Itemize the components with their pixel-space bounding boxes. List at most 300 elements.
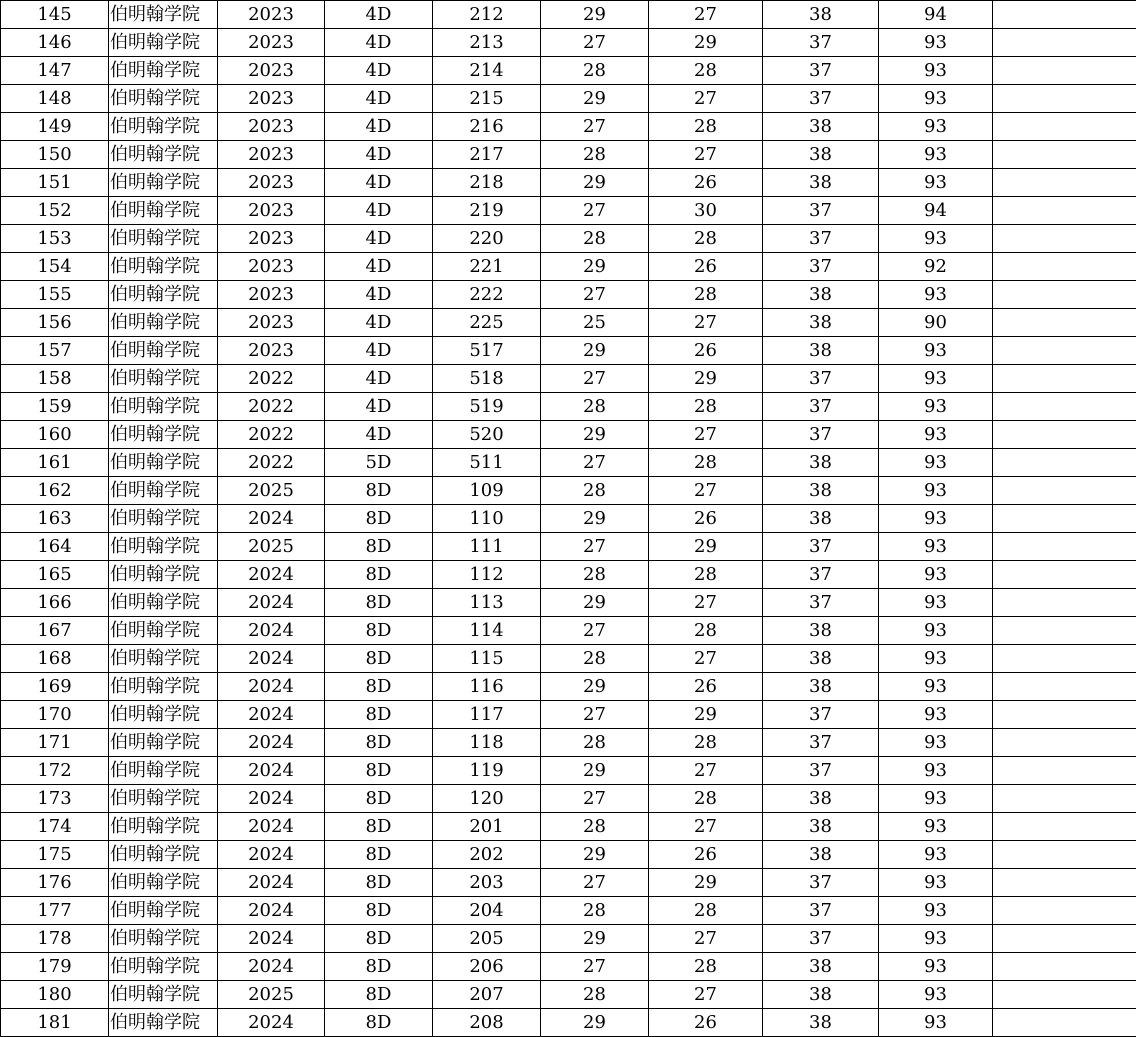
school-cell[interactable]: 伯明翰学院 [109, 981, 218, 1009]
empty-cell[interactable] [993, 897, 1136, 925]
school-cell[interactable]: 伯明翰学院 [109, 561, 218, 589]
grade-cell[interactable]: 8D [325, 477, 433, 505]
score-c-cell[interactable]: 38 [763, 449, 879, 477]
room-cell[interactable]: 519 [433, 393, 541, 421]
room-cell[interactable]: 215 [433, 85, 541, 113]
room-cell[interactable]: 225 [433, 309, 541, 337]
empty-cell[interactable] [993, 841, 1136, 869]
score-a-cell[interactable]: 28 [541, 141, 649, 169]
score-b-cell[interactable]: 28 [649, 57, 763, 85]
school-cell[interactable]: 伯明翰学院 [109, 589, 218, 617]
score-c-cell[interactable]: 37 [763, 421, 879, 449]
grade-cell[interactable]: 8D [325, 841, 433, 869]
total-cell[interactable]: 93 [879, 393, 993, 421]
room-cell[interactable]: 213 [433, 29, 541, 57]
total-cell[interactable]: 93 [879, 841, 993, 869]
row-number-cell[interactable]: 176 [1, 869, 109, 897]
year-cell[interactable]: 2022 [218, 393, 325, 421]
room-cell[interactable]: 205 [433, 925, 541, 953]
score-b-cell[interactable]: 29 [649, 533, 763, 561]
grade-cell[interactable]: 4D [325, 57, 433, 85]
score-b-cell[interactable]: 29 [649, 365, 763, 393]
row-number-cell[interactable]: 163 [1, 505, 109, 533]
score-c-cell[interactable]: 38 [763, 113, 879, 141]
row-number-cell[interactable]: 157 [1, 337, 109, 365]
room-cell[interactable]: 118 [433, 729, 541, 757]
empty-cell[interactable] [993, 225, 1136, 253]
score-c-cell[interactable]: 38 [763, 981, 879, 1009]
score-b-cell[interactable]: 26 [649, 505, 763, 533]
score-a-cell[interactable]: 28 [541, 57, 649, 85]
empty-cell[interactable] [993, 365, 1136, 393]
score-a-cell[interactable]: 29 [541, 421, 649, 449]
room-cell[interactable]: 120 [433, 785, 541, 813]
year-cell[interactable]: 2023 [218, 253, 325, 281]
score-a-cell[interactable]: 29 [541, 169, 649, 197]
school-cell[interactable]: 伯明翰学院 [109, 841, 218, 869]
room-cell[interactable]: 202 [433, 841, 541, 869]
year-cell[interactable]: 2023 [218, 29, 325, 57]
grade-cell[interactable]: 8D [325, 561, 433, 589]
empty-cell[interactable] [993, 869, 1136, 897]
score-b-cell[interactable]: 28 [649, 953, 763, 981]
total-cell[interactable]: 93 [879, 1009, 993, 1037]
empty-cell[interactable] [993, 561, 1136, 589]
year-cell[interactable]: 2024 [218, 589, 325, 617]
year-cell[interactable]: 2023 [218, 225, 325, 253]
school-cell[interactable]: 伯明翰学院 [109, 253, 218, 281]
school-cell[interactable]: 伯明翰学院 [109, 29, 218, 57]
score-a-cell[interactable]: 28 [541, 561, 649, 589]
grade-cell[interactable]: 4D [325, 393, 433, 421]
year-cell[interactable]: 2024 [218, 813, 325, 841]
school-cell[interactable]: 伯明翰学院 [109, 281, 218, 309]
grade-cell[interactable]: 8D [325, 701, 433, 729]
empty-cell[interactable] [993, 169, 1136, 197]
row-number-cell[interactable]: 148 [1, 85, 109, 113]
year-cell[interactable]: 2023 [218, 337, 325, 365]
score-a-cell[interactable]: 27 [541, 617, 649, 645]
empty-cell[interactable] [993, 617, 1136, 645]
school-cell[interactable]: 伯明翰学院 [109, 1, 218, 29]
school-cell[interactable]: 伯明翰学院 [109, 141, 218, 169]
score-b-cell[interactable]: 28 [649, 617, 763, 645]
score-c-cell[interactable]: 38 [763, 141, 879, 169]
school-cell[interactable]: 伯明翰学院 [109, 477, 218, 505]
grade-cell[interactable]: 4D [325, 309, 433, 337]
total-cell[interactable]: 93 [879, 365, 993, 393]
school-cell[interactable]: 伯明翰学院 [109, 85, 218, 113]
empty-cell[interactable] [993, 757, 1136, 785]
room-cell[interactable]: 214 [433, 57, 541, 85]
score-b-cell[interactable]: 26 [649, 673, 763, 701]
score-b-cell[interactable]: 29 [649, 869, 763, 897]
school-cell[interactable]: 伯明翰学院 [109, 57, 218, 85]
school-cell[interactable]: 伯明翰学院 [109, 953, 218, 981]
room-cell[interactable]: 218 [433, 169, 541, 197]
school-cell[interactable]: 伯明翰学院 [109, 393, 218, 421]
score-a-cell[interactable]: 27 [541, 113, 649, 141]
year-cell[interactable]: 2024 [218, 897, 325, 925]
school-cell[interactable]: 伯明翰学院 [109, 645, 218, 673]
empty-cell[interactable] [993, 281, 1136, 309]
year-cell[interactable]: 2023 [218, 1, 325, 29]
score-a-cell[interactable]: 28 [541, 729, 649, 757]
total-cell[interactable]: 93 [879, 729, 993, 757]
score-a-cell[interactable]: 28 [541, 645, 649, 673]
row-number-cell[interactable]: 171 [1, 729, 109, 757]
total-cell[interactable]: 93 [879, 225, 993, 253]
score-c-cell[interactable]: 38 [763, 953, 879, 981]
score-b-cell[interactable]: 27 [649, 981, 763, 1009]
row-number-cell[interactable]: 159 [1, 393, 109, 421]
row-number-cell[interactable]: 165 [1, 561, 109, 589]
school-cell[interactable]: 伯明翰学院 [109, 225, 218, 253]
score-b-cell[interactable]: 27 [649, 477, 763, 505]
grade-cell[interactable]: 4D [325, 85, 433, 113]
row-number-cell[interactable]: 178 [1, 925, 109, 953]
empty-cell[interactable] [993, 729, 1136, 757]
score-c-cell[interactable]: 37 [763, 365, 879, 393]
score-a-cell[interactable]: 29 [541, 589, 649, 617]
empty-cell[interactable] [993, 197, 1136, 225]
row-number-cell[interactable]: 166 [1, 589, 109, 617]
score-b-cell[interactable]: 27 [649, 813, 763, 841]
row-number-cell[interactable]: 168 [1, 645, 109, 673]
row-number-cell[interactable]: 160 [1, 421, 109, 449]
score-a-cell[interactable]: 28 [541, 225, 649, 253]
score-a-cell[interactable]: 29 [541, 253, 649, 281]
score-b-cell[interactable]: 28 [649, 449, 763, 477]
total-cell[interactable]: 93 [879, 645, 993, 673]
grade-cell[interactable]: 8D [325, 813, 433, 841]
school-cell[interactable]: 伯明翰学院 [109, 421, 218, 449]
room-cell[interactable]: 221 [433, 253, 541, 281]
empty-cell[interactable] [993, 813, 1136, 841]
score-b-cell[interactable]: 29 [649, 701, 763, 729]
score-c-cell[interactable]: 37 [763, 393, 879, 421]
grade-cell[interactable]: 4D [325, 421, 433, 449]
total-cell[interactable]: 93 [879, 869, 993, 897]
room-cell[interactable]: 115 [433, 645, 541, 673]
grade-cell[interactable]: 8D [325, 645, 433, 673]
empty-cell[interactable] [993, 57, 1136, 85]
year-cell[interactable]: 2024 [218, 757, 325, 785]
year-cell[interactable]: 2025 [218, 533, 325, 561]
year-cell[interactable]: 2023 [218, 85, 325, 113]
total-cell[interactable]: 93 [879, 113, 993, 141]
score-a-cell[interactable]: 27 [541, 449, 649, 477]
total-cell[interactable]: 93 [879, 701, 993, 729]
score-c-cell[interactable]: 37 [763, 225, 879, 253]
total-cell[interactable]: 93 [879, 141, 993, 169]
school-cell[interactable]: 伯明翰学院 [109, 701, 218, 729]
score-a-cell[interactable]: 29 [541, 1, 649, 29]
room-cell[interactable]: 219 [433, 197, 541, 225]
school-cell[interactable]: 伯明翰学院 [109, 1009, 218, 1037]
empty-cell[interactable] [993, 449, 1136, 477]
room-cell[interactable]: 203 [433, 869, 541, 897]
total-cell[interactable]: 93 [879, 617, 993, 645]
score-a-cell[interactable]: 27 [541, 785, 649, 813]
score-a-cell[interactable]: 27 [541, 869, 649, 897]
row-number-cell[interactable]: 150 [1, 141, 109, 169]
year-cell[interactable]: 2024 [218, 841, 325, 869]
room-cell[interactable]: 119 [433, 757, 541, 785]
grade-cell[interactable]: 4D [325, 169, 433, 197]
room-cell[interactable]: 517 [433, 337, 541, 365]
total-cell[interactable]: 93 [879, 281, 993, 309]
year-cell[interactable]: 2024 [218, 505, 325, 533]
empty-cell[interactable] [993, 113, 1136, 141]
score-a-cell[interactable]: 29 [541, 337, 649, 365]
score-a-cell[interactable]: 28 [541, 477, 649, 505]
score-c-cell[interactable]: 37 [763, 729, 879, 757]
school-cell[interactable]: 伯明翰学院 [109, 533, 218, 561]
room-cell[interactable]: 117 [433, 701, 541, 729]
school-cell[interactable]: 伯明翰学院 [109, 337, 218, 365]
empty-cell[interactable] [993, 29, 1136, 57]
year-cell[interactable]: 2023 [218, 197, 325, 225]
year-cell[interactable]: 2024 [218, 561, 325, 589]
row-number-cell[interactable]: 158 [1, 365, 109, 393]
empty-cell[interactable] [993, 1, 1136, 29]
school-cell[interactable]: 伯明翰学院 [109, 673, 218, 701]
total-cell[interactable]: 93 [879, 981, 993, 1009]
room-cell[interactable]: 518 [433, 365, 541, 393]
grade-cell[interactable]: 8D [325, 897, 433, 925]
empty-cell[interactable] [993, 981, 1136, 1009]
grade-cell[interactable]: 8D [325, 617, 433, 645]
empty-cell[interactable] [993, 533, 1136, 561]
grade-cell[interactable]: 4D [325, 113, 433, 141]
year-cell[interactable]: 2025 [218, 477, 325, 505]
empty-cell[interactable] [993, 1009, 1136, 1037]
total-cell[interactable]: 90 [879, 309, 993, 337]
school-cell[interactable]: 伯明翰学院 [109, 617, 218, 645]
row-number-cell[interactable]: 177 [1, 897, 109, 925]
year-cell[interactable]: 2023 [218, 57, 325, 85]
empty-cell[interactable] [993, 253, 1136, 281]
score-a-cell[interactable]: 27 [541, 281, 649, 309]
school-cell[interactable]: 伯明翰学院 [109, 757, 218, 785]
row-number-cell[interactable]: 151 [1, 169, 109, 197]
empty-cell[interactable] [993, 785, 1136, 813]
year-cell[interactable]: 2024 [218, 925, 325, 953]
total-cell[interactable]: 93 [879, 477, 993, 505]
grade-cell[interactable]: 4D [325, 197, 433, 225]
score-a-cell[interactable]: 28 [541, 813, 649, 841]
room-cell[interactable]: 201 [433, 813, 541, 841]
school-cell[interactable]: 伯明翰学院 [109, 925, 218, 953]
score-b-cell[interactable]: 26 [649, 337, 763, 365]
row-number-cell[interactable]: 170 [1, 701, 109, 729]
year-cell[interactable]: 2024 [218, 617, 325, 645]
score-a-cell[interactable]: 27 [541, 533, 649, 561]
score-b-cell[interactable]: 27 [649, 309, 763, 337]
score-b-cell[interactable]: 28 [649, 785, 763, 813]
grade-cell[interactable]: 8D [325, 925, 433, 953]
score-b-cell[interactable]: 26 [649, 1009, 763, 1037]
score-a-cell[interactable]: 25 [541, 309, 649, 337]
grade-cell[interactable]: 8D [325, 1009, 433, 1037]
school-cell[interactable]: 伯明翰学院 [109, 365, 218, 393]
score-a-cell[interactable]: 29 [541, 505, 649, 533]
school-cell[interactable]: 伯明翰学院 [109, 785, 218, 813]
score-c-cell[interactable]: 38 [763, 617, 879, 645]
score-c-cell[interactable]: 37 [763, 57, 879, 85]
row-number-cell[interactable]: 145 [1, 1, 109, 29]
total-cell[interactable]: 94 [879, 1, 993, 29]
score-b-cell[interactable]: 28 [649, 281, 763, 309]
total-cell[interactable]: 94 [879, 197, 993, 225]
score-c-cell[interactable]: 38 [763, 645, 879, 673]
score-c-cell[interactable]: 38 [763, 1009, 879, 1037]
total-cell[interactable]: 93 [879, 85, 993, 113]
score-c-cell[interactable]: 38 [763, 841, 879, 869]
room-cell[interactable]: 220 [433, 225, 541, 253]
year-cell[interactable]: 2024 [218, 1009, 325, 1037]
year-cell[interactable]: 2024 [218, 785, 325, 813]
empty-cell[interactable] [993, 505, 1136, 533]
score-b-cell[interactable]: 28 [649, 113, 763, 141]
score-c-cell[interactable]: 37 [763, 757, 879, 785]
school-cell[interactable]: 伯明翰学院 [109, 897, 218, 925]
school-cell[interactable]: 伯明翰学院 [109, 169, 218, 197]
year-cell[interactable]: 2024 [218, 869, 325, 897]
empty-cell[interactable] [993, 673, 1136, 701]
room-cell[interactable]: 222 [433, 281, 541, 309]
score-b-cell[interactable]: 28 [649, 561, 763, 589]
grade-cell[interactable]: 5D [325, 449, 433, 477]
empty-cell[interactable] [993, 645, 1136, 673]
grade-cell[interactable]: 8D [325, 981, 433, 1009]
room-cell[interactable]: 216 [433, 113, 541, 141]
score-b-cell[interactable]: 28 [649, 729, 763, 757]
grade-cell[interactable]: 4D [325, 253, 433, 281]
school-cell[interactable]: 伯明翰学院 [109, 505, 218, 533]
row-number-cell[interactable]: 169 [1, 673, 109, 701]
score-b-cell[interactable]: 27 [649, 85, 763, 113]
score-c-cell[interactable]: 38 [763, 785, 879, 813]
score-a-cell[interactable]: 27 [541, 701, 649, 729]
row-number-cell[interactable]: 154 [1, 253, 109, 281]
score-b-cell[interactable]: 30 [649, 197, 763, 225]
grade-cell[interactable]: 4D [325, 141, 433, 169]
score-a-cell[interactable]: 28 [541, 393, 649, 421]
row-number-cell[interactable]: 161 [1, 449, 109, 477]
grade-cell[interactable]: 8D [325, 757, 433, 785]
total-cell[interactable]: 93 [879, 449, 993, 477]
total-cell[interactable]: 93 [879, 337, 993, 365]
year-cell[interactable]: 2023 [218, 113, 325, 141]
score-b-cell[interactable]: 27 [649, 757, 763, 785]
school-cell[interactable]: 伯明翰学院 [109, 813, 218, 841]
grade-cell[interactable]: 4D [325, 1, 433, 29]
score-b-cell[interactable]: 26 [649, 841, 763, 869]
total-cell[interactable]: 93 [879, 897, 993, 925]
score-a-cell[interactable]: 29 [541, 925, 649, 953]
score-a-cell[interactable]: 28 [541, 897, 649, 925]
row-number-cell[interactable]: 167 [1, 617, 109, 645]
school-cell[interactable]: 伯明翰学院 [109, 869, 218, 897]
grade-cell[interactable]: 8D [325, 533, 433, 561]
score-b-cell[interactable]: 26 [649, 253, 763, 281]
row-number-cell[interactable]: 149 [1, 113, 109, 141]
room-cell[interactable]: 212 [433, 1, 541, 29]
empty-cell[interactable] [993, 477, 1136, 505]
empty-cell[interactable] [993, 421, 1136, 449]
score-b-cell[interactable]: 27 [649, 645, 763, 673]
room-cell[interactable]: 112 [433, 561, 541, 589]
score-c-cell[interactable]: 37 [763, 925, 879, 953]
room-cell[interactable]: 111 [433, 533, 541, 561]
total-cell[interactable]: 93 [879, 169, 993, 197]
room-cell[interactable]: 204 [433, 897, 541, 925]
row-number-cell[interactable]: 155 [1, 281, 109, 309]
grade-cell[interactable]: 8D [325, 869, 433, 897]
score-c-cell[interactable]: 38 [763, 169, 879, 197]
score-a-cell[interactable]: 29 [541, 757, 649, 785]
score-a-cell[interactable]: 29 [541, 673, 649, 701]
room-cell[interactable]: 113 [433, 589, 541, 617]
row-number-cell[interactable]: 179 [1, 953, 109, 981]
score-b-cell[interactable]: 27 [649, 141, 763, 169]
row-number-cell[interactable]: 180 [1, 981, 109, 1009]
row-number-cell[interactable]: 172 [1, 757, 109, 785]
room-cell[interactable]: 110 [433, 505, 541, 533]
year-cell[interactable]: 2022 [218, 449, 325, 477]
score-a-cell[interactable]: 27 [541, 197, 649, 225]
room-cell[interactable]: 206 [433, 953, 541, 981]
row-number-cell[interactable]: 146 [1, 29, 109, 57]
empty-cell[interactable] [993, 701, 1136, 729]
grade-cell[interactable]: 4D [325, 365, 433, 393]
year-cell[interactable]: 2023 [218, 309, 325, 337]
grade-cell[interactable]: 8D [325, 673, 433, 701]
score-b-cell[interactable]: 28 [649, 897, 763, 925]
total-cell[interactable]: 93 [879, 589, 993, 617]
row-number-cell[interactable]: 173 [1, 785, 109, 813]
score-b-cell[interactable]: 27 [649, 925, 763, 953]
row-number-cell[interactable]: 156 [1, 309, 109, 337]
row-number-cell[interactable]: 164 [1, 533, 109, 561]
grade-cell[interactable]: 8D [325, 729, 433, 757]
room-cell[interactable]: 109 [433, 477, 541, 505]
score-c-cell[interactable]: 37 [763, 85, 879, 113]
row-number-cell[interactable]: 153 [1, 225, 109, 253]
row-number-cell[interactable]: 162 [1, 477, 109, 505]
score-b-cell[interactable]: 28 [649, 225, 763, 253]
school-cell[interactable]: 伯明翰学院 [109, 309, 218, 337]
score-b-cell[interactable]: 27 [649, 589, 763, 617]
score-b-cell[interactable]: 27 [649, 1, 763, 29]
total-cell[interactable]: 93 [879, 953, 993, 981]
year-cell[interactable]: 2024 [218, 645, 325, 673]
score-b-cell[interactable]: 29 [649, 29, 763, 57]
score-c-cell[interactable]: 38 [763, 1, 879, 29]
score-c-cell[interactable]: 38 [763, 477, 879, 505]
total-cell[interactable]: 93 [879, 421, 993, 449]
grade-cell[interactable]: 8D [325, 785, 433, 813]
empty-cell[interactable] [993, 85, 1136, 113]
score-b-cell[interactable]: 26 [649, 169, 763, 197]
score-c-cell[interactable]: 37 [763, 897, 879, 925]
grade-cell[interactable]: 4D [325, 337, 433, 365]
empty-cell[interactable] [993, 309, 1136, 337]
empty-cell[interactable] [993, 337, 1136, 365]
score-c-cell[interactable]: 37 [763, 29, 879, 57]
